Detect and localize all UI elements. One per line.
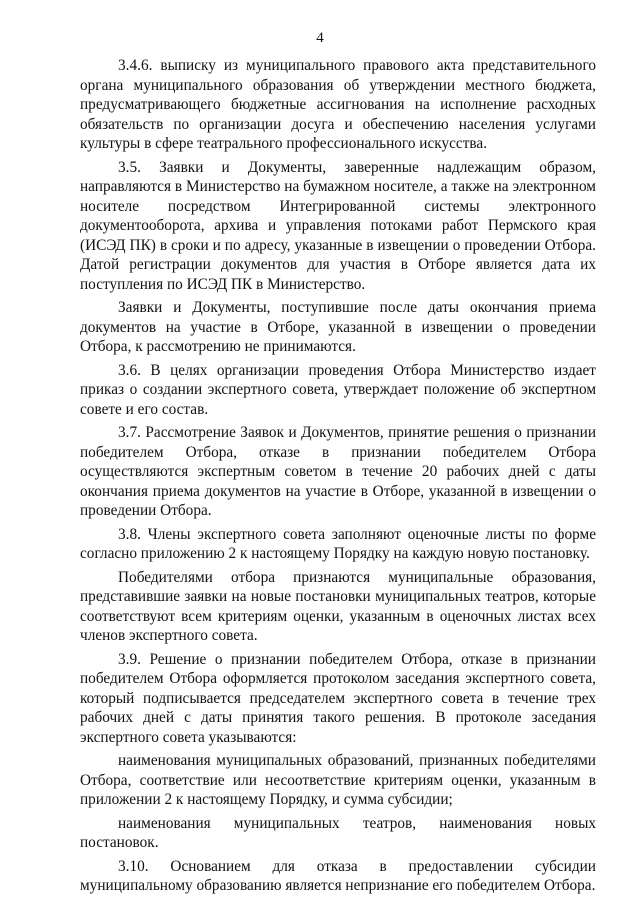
paragraph-protocol-item-1: наименования муниципальных образований, признанных победителями Отбора, соответствие или несоответствие критериям оценки, указанным в приложении 2 к настоящему Порядку, и сумма субсидии; — [80, 752, 596, 808]
paragraph-winners: Победителями отбора признаются муниципальные образования, представившие заявки на новые постановки муниципальных театров, которые соответствуют всем критериям оценки, указанным в оценочных листах всех членов экспертного совета. — [80, 568, 596, 644]
document-body — [80, 56, 596, 900]
paragraph-3-5: 3.5. Заявки и Документы, заверенные надлежащим образом, направляются в Министерство на бумажном носителе, а также на электронном носителе посредством Интегрированной системы электронного документооборота, архива и управления потоками работ Пермского края (ИСЭД ПК) в сроки и по адресу, указанные в извещении о проведении Отбора. Датой регистрации документов для участия в Отборе является дата их поступления по ИСЭД ПК в Министерство. — [80, 158, 596, 293]
paragraph-3-7: 3.7. Рассмотрение Заявок и Документов, принятие решения о признании победителем Отбора, отказе в признании победителем Отбора осуществляются экспертным советом в течение 20 рабочих дней с даты окончания приема документов на участие в Отборе, указанной в извещении о проведении Отбора. — [80, 424, 596, 519]
paragraph-late-submissions: Заявки и Документы, поступившие после даты окончания приема документов на участие в Отборе, указанной в извещении о проведении Отбора, к рассмотрению не принимаются. — [80, 299, 596, 355]
paragraph-3-4-6: 3.4.6. выписку из муниципального правового акта представительного органа муниципального образования об утверждении местного бюджета, предусматривающего бюджетные ассигнования на исполнение расходных обязательств по организации досуга и обеспечению населения услугами культуры в сфере театрального профессионального искусства. — [80, 57, 596, 152]
page-number: 4 — [316, 30, 324, 46]
paragraph-protocol-item-2: наименования муниципальных театров, наименования новых постановок. — [80, 814, 596, 851]
paragraph-3-9: 3.9. Решение о признании победителем Отбора, отказе в признании победителем Отбора оформляется протоколом заседания экспертного совета, который подписывается председателем экспертного совета в течение трех рабочих дней с даты принятия такого решения. В протоколе заседания экспертного совета указываются: — [80, 650, 596, 746]
paragraph-3-6: 3.6. В целях организации проведения Отбора Министерство издает приказ о создании экспертного совета, утверждает положение об экспертном совете и его состав. — [80, 361, 596, 418]
paragraph-3-8: 3.8. Члены экспертного совета заполняют оценочные листы по форме согласно приложению 2 к настоящему Порядку на каждую новую постановку. — [80, 525, 596, 562]
paragraph-3-10: 3.10. Основанием для отказа в предоставлении субсидии муниципальному образованию является непризнание его победителем Отбора. — [80, 857, 596, 894]
